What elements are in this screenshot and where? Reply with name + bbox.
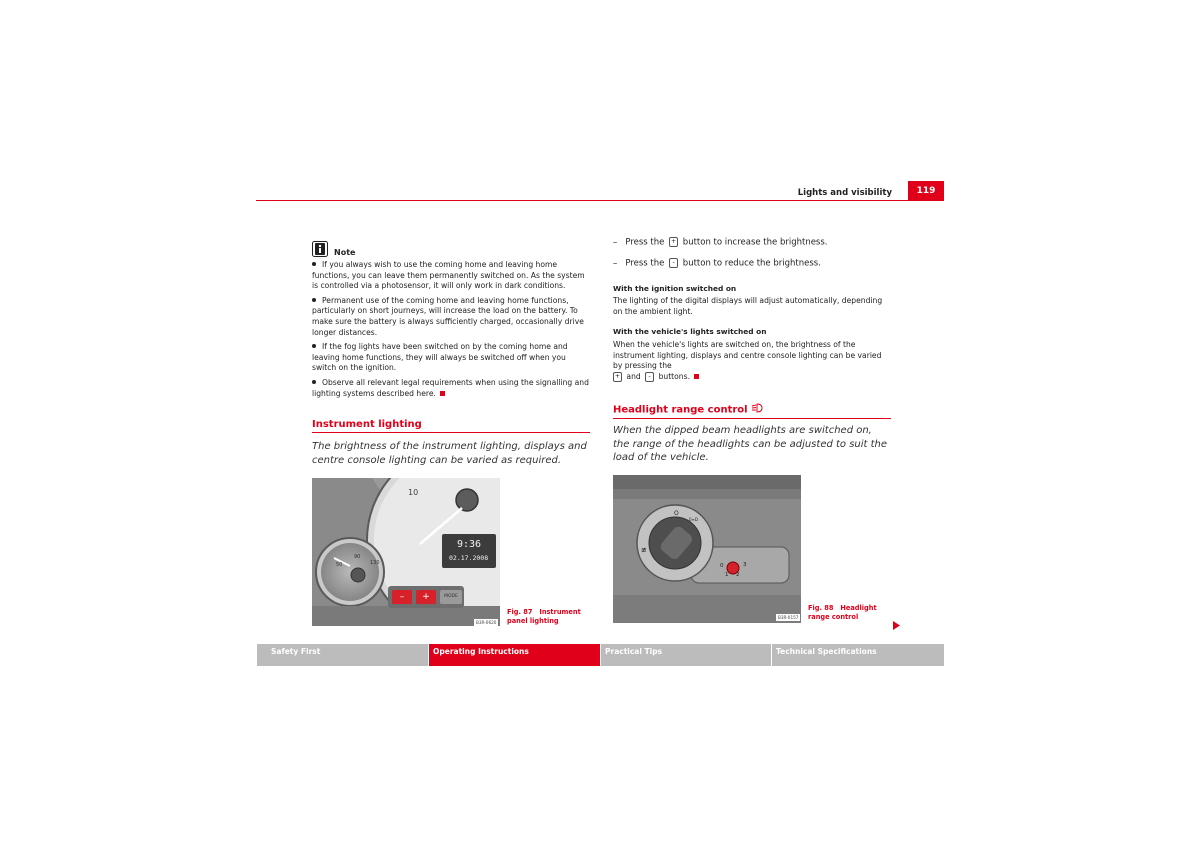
note-bullet: If the fog lights have been switched on by the coming home and leaving home functions, they will always be switched off when you switch on the ignition.: [312, 342, 568, 373]
headlight-range-heading: Headlight range control: [613, 403, 891, 419]
dial-label-2: 2: [736, 572, 740, 578]
instrument-lighting-intro: The brightness of the instrument lighting, displays and centre console lighting can be varied as required.: [312, 441, 587, 466]
date-display: 02.17.2008: [449, 554, 489, 562]
step-decrease: – Press the - button to reduce the brightness.: [613, 258, 821, 269]
running-header-title: Lights and visibility: [797, 188, 892, 198]
gauge-label-50: 50: [336, 562, 343, 568]
dial-label-1: 1: [725, 572, 729, 578]
plus-key-icon: +: [671, 238, 677, 245]
plus-key-icon: +: [614, 372, 621, 380]
vehicle-lights-heading: With the vehicle's lights switched on: [613, 327, 767, 336]
page-number: 119: [908, 181, 944, 201]
headlight-range-intro: When the dipped beam headlights are switched on, the range of the headlights can be adjusted to suit the load of the vehicle.: [613, 425, 888, 463]
note-bullet: Permanent use of the coming home and leaving home functions, particularly on short journeys, will increase the load on the battery. To make sure the battery is always sufficiently charged, occasionally drive longer distances.: [312, 295, 584, 337]
footer-tab-operating-instructions[interactable]: Operating Instructions: [429, 644, 600, 666]
brightness-plus-button[interactable]: +: [416, 590, 436, 604]
footer-tab-technical-specifications[interactable]: Technical Specifications: [772, 644, 944, 666]
switch-label-off: O: [674, 510, 679, 517]
clock-display: 9:36: [457, 539, 482, 550]
mode-button[interactable]: MODE: [440, 590, 462, 604]
ignition-text: The lighting of the digital displays will adjust automatically, depending on the ambient light.: [613, 296, 883, 316]
dial-label-3: 3: [743, 562, 747, 568]
instrument-lighting-heading: Instrument lighting: [312, 419, 590, 433]
minus-key-icon: -: [645, 372, 654, 382]
note-header: [312, 241, 590, 257]
note-box: [312, 241, 590, 403]
footer-tab-safety-first[interactable]: Safety First: [257, 644, 428, 666]
minus-key-icon: -: [669, 258, 678, 268]
gauge-label-90: 90: [354, 554, 361, 560]
gauge-label-130: 130: [370, 560, 380, 566]
figure-code: B3R-0620: [476, 620, 497, 625]
step-increase: – Press the + button to increase the brightness.: [613, 237, 828, 248]
headlight-range-icon: [751, 403, 763, 416]
brightness-minus-button[interactable]: –: [392, 590, 412, 604]
switch-label-dipped: 0≡D: [689, 517, 698, 522]
fig88-caption: Fig. 88 Headlight range control: [808, 604, 877, 621]
vehicle-lights-text: When the vehicle's lights are switched on, the brightness of the instrument lighting, displays and centre console lighting can be varied by pressing the + and - buttons.: [613, 340, 882, 381]
header-rule: [256, 200, 944, 201]
instrument-panel-figure: [312, 478, 500, 626]
speedo-label-10: 10: [408, 488, 419, 497]
end-marker: [440, 391, 445, 396]
note-bullet: If you always wish to use the coming home and leaving home functions, you can leave them permanently switched on. As the system is controlled via a photosensor, it will only work in dark conditions.: [312, 260, 585, 291]
next-page-arrow-icon[interactable]: [893, 615, 900, 634]
info-book-icon: [312, 241, 328, 257]
end-marker: [694, 374, 699, 379]
figure-code: B3R-0157: [778, 615, 799, 620]
footer-tab-practical-tips[interactable]: Practical Tips: [601, 644, 771, 666]
ignition-heading: With the ignition switched on: [613, 284, 737, 293]
fig87-caption: Fig. 87 Instrument panel lighting: [507, 608, 581, 625]
switch-label-fog: ≢: [641, 546, 647, 554]
note-title: Note: [334, 248, 356, 257]
dial-label-0: 0: [720, 563, 724, 569]
note-bullet: Observe all relevant legal requirements when using the signalling and lighting systems described here.: [312, 377, 589, 398]
headlight-range-figure: [613, 475, 801, 623]
